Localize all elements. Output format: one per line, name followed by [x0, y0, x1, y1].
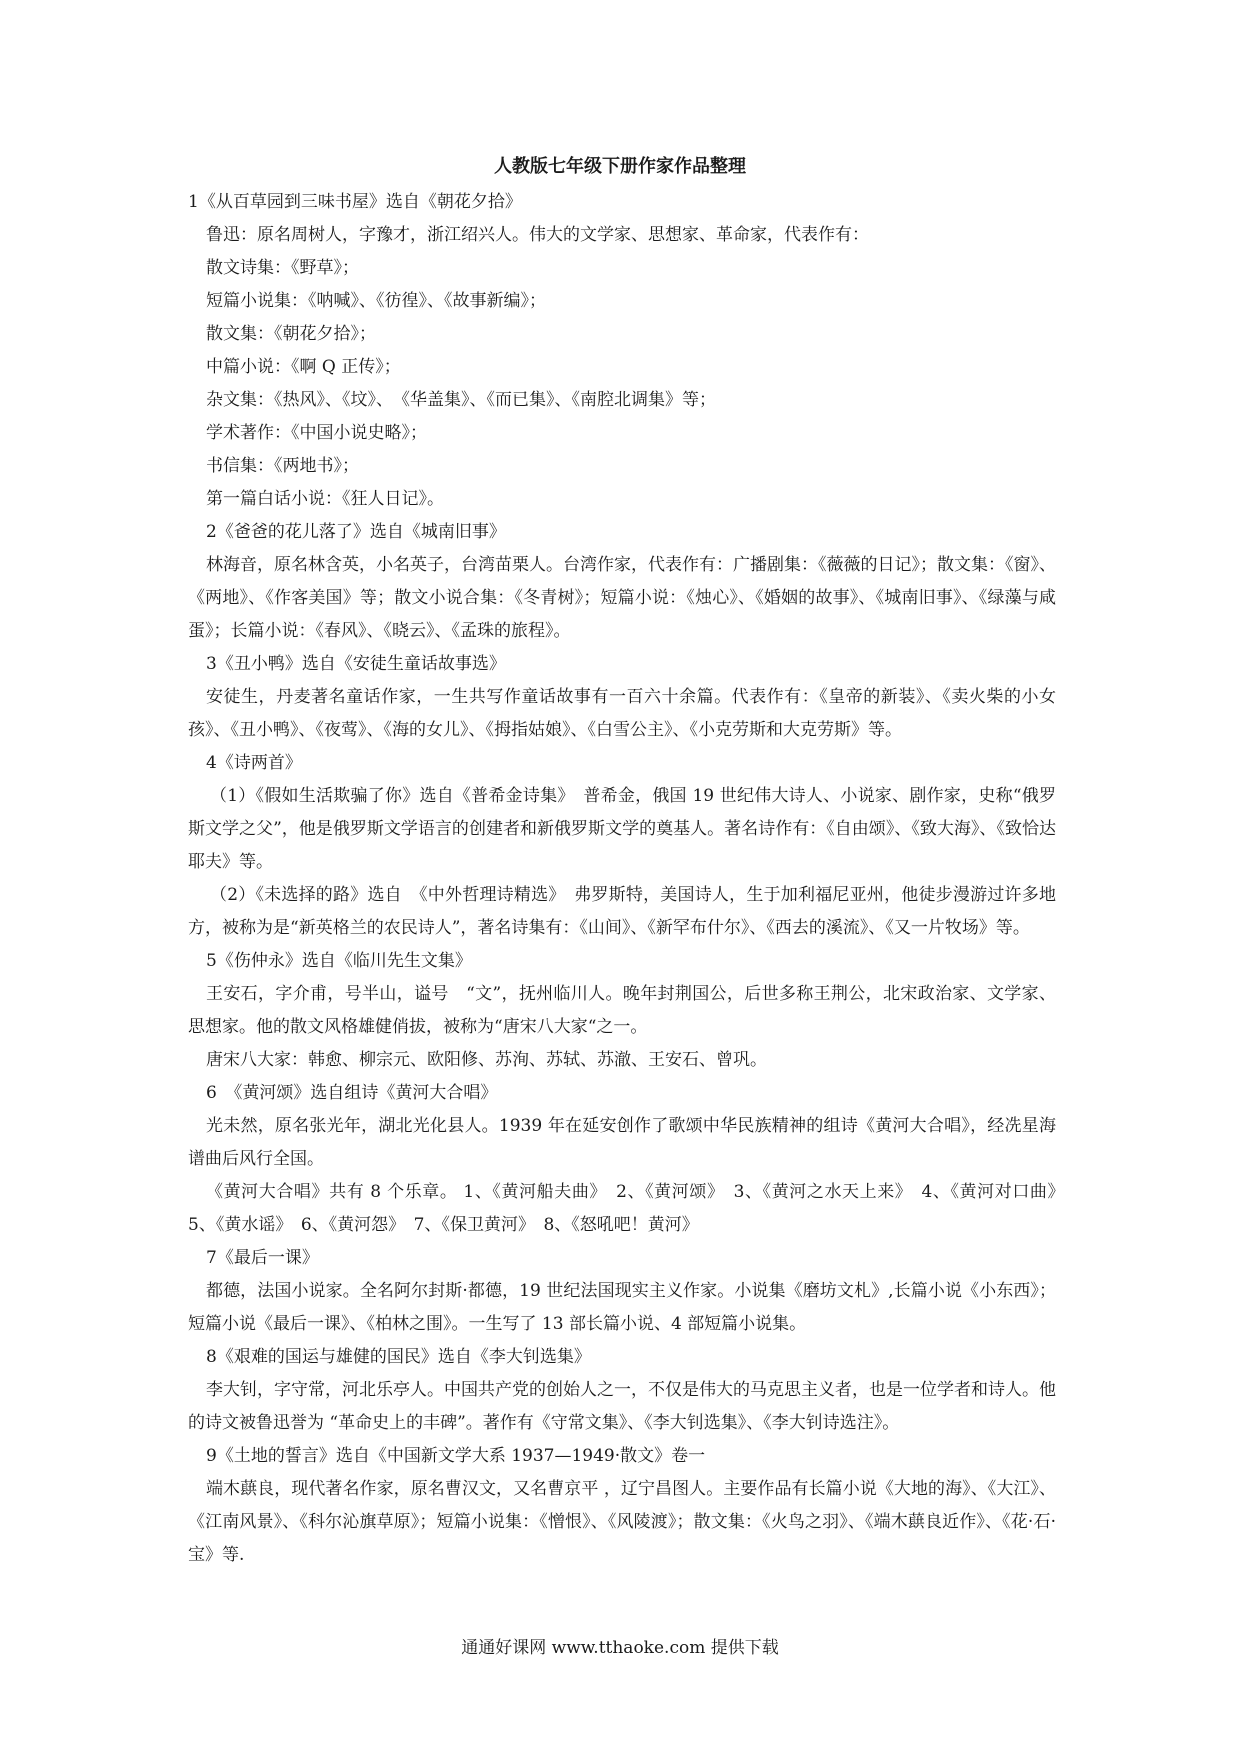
section-1-work: 书信集：《两地书》；	[206, 456, 359, 476]
section-6-note: 《黄河大合唱》共有 8 个乐章。 1、《黄河船夫曲》 2、《黄河颂》 3、《黄河之水天上来》 4、《黄河对口曲》 5、《黄水谣》 6、《黄河怨》 7、《保卫黄河》 8、《怒吼吧！黄河》	[188, 1182, 1073, 1235]
section-1-intro: 鲁迅：原名周树人，字豫才，浙江绍兴人。伟大的文学家、思想家、革命家，代表作有：	[206, 225, 869, 245]
section-1-work: 短篇小说集：《呐喊》、《彷徨》、《故事新编》；	[206, 291, 546, 311]
section-8-body: 李大钊，字守常，河北乐亭人。中国共产党的创始人之一，不仅是伟大的马克思主义者，也是一位学者和诗人。他的诗文被鲁迅誉为 “革命史上的丰碑”。著作有《守常文集》、《李大钊选集》、《李大钊诗选注》。	[188, 1380, 1056, 1433]
section-1-work: 杂文集：《热风》、《坟》、 《华盖集》、《而已集》、《南腔北调集》等；	[206, 390, 716, 410]
section-2-body: 林海音，原名林含英，小名英子，台湾苗栗人。台湾作家，代表作有：广播剧集：《薇薇的日记》；散文集：《窗》、《两地》、《作客美国》等；散文小说合集：《冬青树》；短篇小说：《烛心》、《婚姻的故事》、《城南旧事》、《绿藻与咸蛋》；长篇小说：《春风》、《晓云》、《孟珠的旅程》。	[188, 555, 1056, 641]
section-1-heading: 1《从百草园到三味书屋》选自《朝花夕拾》	[188, 192, 522, 212]
section-3-heading: 3《丑小鸭》选自《安徒生童话故事选》	[206, 654, 506, 674]
section-6-heading: 6 《黄河颂》选自组诗《黄河大合唱》	[206, 1083, 498, 1103]
section-5-heading: 5《伤仲永》选自《临川先生文集》	[206, 951, 472, 971]
section-3-body: 安徒生，丹麦著名童话作家，一生共写作童话故事有一百六十余篇。代表作有：《皇帝的新装》、《卖火柴的小女孩》、《丑小鸭》、《夜莺》、《海的女儿》、《拇指姑娘》、《白雪公主》、《小克劳斯和大克劳斯》等。	[188, 687, 1056, 740]
section-7-heading: 7《最后一课》	[206, 1248, 319, 1268]
section-5-note: 唐宋八大家：韩愈、柳宗元、欧阳修、苏洵、苏轼、苏澈、王安石、曾巩。	[206, 1050, 767, 1070]
section-7-body: 都德，法国小说家。全名阿尔封斯·都德，19 世纪法国现实主义作家。小说集《磨坊文札》,长篇小说《小东西》；短篇小说《最后一课》、《柏林之围》。一生写了 13 部长篇小说、4 部短篇小说集。	[188, 1281, 1056, 1334]
section-4-poem-2: （2）《未选择的路》选自 《中外哲理诗精选》 弗罗斯特，美国诗人，生于加利福尼亚州，他徒步漫游过许多地方，被称为是“新英格兰的农民诗人”，著名诗集有：《山间》、《新罕布什尔》、《西去的溪流》、《又一片牧场》等。	[188, 885, 1056, 938]
section-1-work: 第一篇白话小说：《狂人日记》。	[206, 489, 444, 509]
page-title: 人教版七年级下册作家作品整理	[494, 156, 746, 177]
section-1-work: 中篇小说：《啊 Q 正传》；	[206, 357, 401, 377]
section-5-body: 王安石，字介甫，号半山，谥号 “文”，抚州临川人。晚年封荆国公，后世多称王荆公，北宋政治家、文学家、思想家。他的散文风格雄健俏拔，被称为“唐宋八大家“之一。	[188, 984, 1056, 1037]
section-8-heading: 8《艰难的国运与雄健的国民》选自《李大钊选集》	[206, 1347, 591, 1367]
page-footer: 通通好课网 www.tthaoke.com 提供下载	[461, 1638, 779, 1658]
section-2-heading: 2《爸爸的花儿落了》选自《城南旧事》	[206, 522, 506, 542]
document-body	[188, 186, 1073, 1572]
section-6-body: 光未然，原名张光年，湖北光化县人。1939 年在延安创作了歌颂中华民族精神的组诗《黄河大合唱》，经冼星海谱曲后风行全国。	[188, 1116, 1056, 1169]
section-1-work: 散文诗集：《野草》；	[206, 258, 359, 278]
section-1-work: 学术著作：《中国小说史略》；	[206, 423, 427, 443]
section-1-work: 散文集：《朝花夕拾》；	[206, 324, 376, 344]
section-4-heading: 4《诗两首》	[206, 753, 302, 773]
section-9-heading: 9《土地的誓言》选自《中国新文学大系 1937—1949·散文》卷一	[206, 1446, 706, 1466]
section-4-poem-1: （1）《假如生活欺骗了你》选自《普希金诗集》 普希金，俄国 19 世纪伟大诗人、小说家、剧作家，史称“俄罗斯文学之父”，他是俄罗斯文学语言的创建者和新俄罗斯文学的奠基人。著名诗作有：《自由颂》、《致大海》、《致恰达耶夫》等。	[188, 786, 1056, 872]
section-9-body: 端木蕻良，现代著名作家，原名曹汉文，又名曹京平 ，辽宁昌图人。主要作品有长篇小说《大地的海》、《大江》、《江南风景》、《科尔沁旗草原》；短篇小说集：《憎恨》、《风陵渡》；散文集：《火鸟之羽》、《端木蕻良近作》、《花·石·宝》等.	[188, 1479, 1056, 1565]
